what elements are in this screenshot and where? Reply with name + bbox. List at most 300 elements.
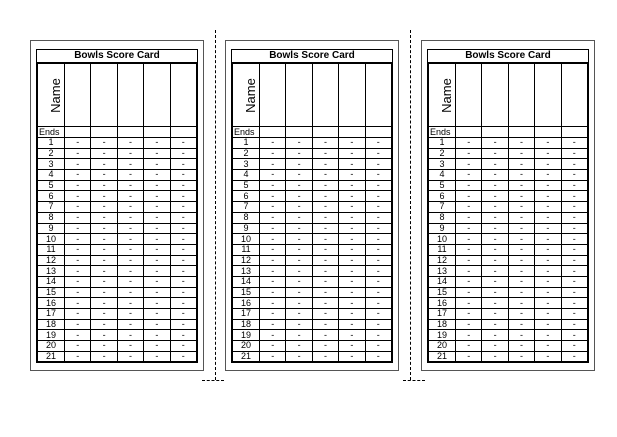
score-cell[interactable]: - <box>144 330 170 341</box>
score-cell[interactable]: - <box>286 138 312 149</box>
score-cell[interactable]: - <box>170 287 196 298</box>
score-cell[interactable]: - <box>91 341 117 352</box>
score-cell[interactable]: - <box>456 351 482 362</box>
score-cell[interactable]: - <box>65 266 91 277</box>
score-cell[interactable]: - <box>117 159 143 170</box>
score-cell[interactable]: - <box>91 351 117 362</box>
score-cell[interactable]: - <box>456 138 482 149</box>
score-cell[interactable]: - <box>365 255 391 266</box>
score-cell[interactable]: - <box>170 223 196 234</box>
score-cell[interactable]: - <box>535 319 561 330</box>
score-cell[interactable]: - <box>365 266 391 277</box>
score-cell[interactable]: - <box>170 138 196 149</box>
score-cell[interactable]: - <box>339 341 365 352</box>
score-cell[interactable]: - <box>170 244 196 255</box>
score-cell[interactable]: - <box>144 266 170 277</box>
score-cell[interactable]: - <box>117 244 143 255</box>
score-cell[interactable]: - <box>286 298 312 309</box>
score-cell[interactable]: - <box>312 276 338 287</box>
score-cell[interactable]: - <box>260 287 286 298</box>
score-cell[interactable]: - <box>312 180 338 191</box>
score-cell[interactable]: - <box>535 266 561 277</box>
score-cell[interactable]: - <box>117 148 143 159</box>
score-cell[interactable]: - <box>170 330 196 341</box>
score-cell[interactable]: - <box>286 244 312 255</box>
score-cell[interactable]: - <box>65 341 91 352</box>
score-cell[interactable]: - <box>482 234 508 245</box>
score-cell[interactable]: - <box>144 255 170 266</box>
score-cell[interactable]: - <box>286 191 312 202</box>
score-cell[interactable]: - <box>286 287 312 298</box>
player-name-field[interactable] <box>286 64 312 127</box>
score-cell[interactable]: - <box>535 255 561 266</box>
score-cell[interactable]: - <box>456 255 482 266</box>
score-cell[interactable]: - <box>117 287 143 298</box>
score-cell[interactable]: - <box>312 212 338 223</box>
score-cell[interactable]: - <box>339 266 365 277</box>
score-cell[interactable]: - <box>456 191 482 202</box>
score-cell[interactable]: - <box>144 287 170 298</box>
score-cell[interactable]: - <box>65 255 91 266</box>
score-cell[interactable]: - <box>561 341 587 352</box>
score-cell[interactable]: - <box>312 287 338 298</box>
score-cell[interactable]: - <box>456 212 482 223</box>
score-cell[interactable]: - <box>535 351 561 362</box>
score-cell[interactable]: - <box>312 148 338 159</box>
score-cell[interactable]: - <box>312 138 338 149</box>
score-cell[interactable]: - <box>456 148 482 159</box>
score-cell[interactable]: - <box>365 138 391 149</box>
score-cell[interactable]: - <box>91 276 117 287</box>
player-name-field[interactable] <box>482 64 508 127</box>
score-cell[interactable]: - <box>117 138 143 149</box>
score-cell[interactable]: - <box>365 170 391 181</box>
score-cell[interactable]: - <box>144 202 170 213</box>
score-cell[interactable]: - <box>365 298 391 309</box>
score-cell[interactable]: - <box>117 330 143 341</box>
score-cell[interactable]: - <box>561 255 587 266</box>
score-cell[interactable]: - <box>339 223 365 234</box>
score-cell[interactable]: - <box>561 223 587 234</box>
score-cell[interactable]: - <box>365 148 391 159</box>
score-cell[interactable]: - <box>260 276 286 287</box>
score-cell[interactable]: - <box>365 351 391 362</box>
score-cell[interactable]: - <box>91 159 117 170</box>
score-cell[interactable]: - <box>312 223 338 234</box>
score-cell[interactable]: - <box>508 138 534 149</box>
score-cell[interactable]: - <box>91 287 117 298</box>
score-cell[interactable]: - <box>482 202 508 213</box>
score-cell[interactable]: - <box>117 319 143 330</box>
score-cell[interactable]: - <box>144 180 170 191</box>
score-cell[interactable]: - <box>482 255 508 266</box>
score-cell[interactable]: - <box>339 202 365 213</box>
score-cell[interactable]: - <box>170 341 196 352</box>
score-cell[interactable]: - <box>286 202 312 213</box>
score-cell[interactable]: - <box>535 191 561 202</box>
score-cell[interactable]: - <box>456 234 482 245</box>
score-cell[interactable]: - <box>144 223 170 234</box>
score-cell[interactable]: - <box>339 159 365 170</box>
score-cell[interactable]: - <box>508 298 534 309</box>
score-cell[interactable]: - <box>561 309 587 320</box>
score-cell[interactable]: - <box>312 234 338 245</box>
score-cell[interactable]: - <box>91 148 117 159</box>
score-cell[interactable]: - <box>286 341 312 352</box>
score-cell[interactable]: - <box>339 276 365 287</box>
score-cell[interactable]: - <box>286 330 312 341</box>
score-cell[interactable]: - <box>170 351 196 362</box>
score-cell[interactable]: - <box>456 330 482 341</box>
score-cell[interactable]: - <box>312 309 338 320</box>
score-cell[interactable]: - <box>535 330 561 341</box>
score-cell[interactable]: - <box>91 212 117 223</box>
score-cell[interactable]: - <box>286 234 312 245</box>
score-cell[interactable]: - <box>170 202 196 213</box>
score-cell[interactable]: - <box>117 266 143 277</box>
score-cell[interactable]: - <box>260 255 286 266</box>
score-cell[interactable]: - <box>482 148 508 159</box>
score-cell[interactable]: - <box>312 170 338 181</box>
player-name-field[interactable] <box>456 64 482 127</box>
score-cell[interactable]: - <box>508 180 534 191</box>
score-cell[interactable]: - <box>535 159 561 170</box>
score-cell[interactable]: - <box>456 223 482 234</box>
score-cell[interactable]: - <box>91 202 117 213</box>
score-cell[interactable]: - <box>312 341 338 352</box>
score-cell[interactable]: - <box>170 191 196 202</box>
score-cell[interactable]: - <box>561 351 587 362</box>
score-cell[interactable]: - <box>339 287 365 298</box>
score-cell[interactable]: - <box>365 319 391 330</box>
score-cell[interactable]: - <box>170 319 196 330</box>
score-cell[interactable]: - <box>561 170 587 181</box>
score-cell[interactable]: - <box>312 244 338 255</box>
score-cell[interactable]: - <box>65 138 91 149</box>
score-cell[interactable]: - <box>312 298 338 309</box>
score-cell[interactable]: - <box>260 234 286 245</box>
score-cell[interactable]: - <box>91 191 117 202</box>
score-cell[interactable]: - <box>339 148 365 159</box>
score-cell[interactable]: - <box>144 351 170 362</box>
score-cell[interactable]: - <box>260 202 286 213</box>
score-cell[interactable]: - <box>286 212 312 223</box>
score-cell[interactable]: - <box>365 234 391 245</box>
score-cell[interactable]: - <box>91 255 117 266</box>
score-cell[interactable]: - <box>260 212 286 223</box>
score-cell[interactable]: - <box>117 351 143 362</box>
score-cell[interactable]: - <box>65 223 91 234</box>
score-cell[interactable]: - <box>260 170 286 181</box>
score-cell[interactable]: - <box>260 319 286 330</box>
player-name-field[interactable] <box>365 64 391 127</box>
score-cell[interactable]: - <box>508 266 534 277</box>
score-cell[interactable]: - <box>286 148 312 159</box>
score-cell[interactable]: - <box>65 319 91 330</box>
score-cell[interactable]: - <box>260 341 286 352</box>
score-cell[interactable]: - <box>117 341 143 352</box>
score-cell[interactable]: - <box>170 148 196 159</box>
score-cell[interactable]: - <box>482 159 508 170</box>
score-cell[interactable]: - <box>456 244 482 255</box>
score-cell[interactable]: - <box>561 287 587 298</box>
score-cell[interactable]: - <box>91 234 117 245</box>
score-cell[interactable]: - <box>456 180 482 191</box>
score-cell[interactable]: - <box>260 309 286 320</box>
score-cell[interactable]: - <box>535 148 561 159</box>
score-cell[interactable]: - <box>482 244 508 255</box>
score-cell[interactable]: - <box>65 330 91 341</box>
score-cell[interactable]: - <box>508 309 534 320</box>
score-cell[interactable]: - <box>508 223 534 234</box>
score-cell[interactable]: - <box>365 276 391 287</box>
score-cell[interactable]: - <box>482 287 508 298</box>
player-name-field[interactable] <box>91 64 117 127</box>
score-cell[interactable]: - <box>286 223 312 234</box>
score-cell[interactable]: - <box>65 191 91 202</box>
score-cell[interactable]: - <box>65 202 91 213</box>
score-cell[interactable]: - <box>117 212 143 223</box>
score-cell[interactable]: - <box>365 212 391 223</box>
score-cell[interactable]: - <box>91 138 117 149</box>
score-cell[interactable]: - <box>144 341 170 352</box>
score-cell[interactable]: - <box>91 330 117 341</box>
player-name-field[interactable] <box>312 64 338 127</box>
score-cell[interactable]: - <box>286 351 312 362</box>
player-name-field[interactable] <box>339 64 365 127</box>
score-cell[interactable]: - <box>456 276 482 287</box>
score-cell[interactable]: - <box>482 266 508 277</box>
score-cell[interactable]: - <box>561 159 587 170</box>
score-cell[interactable]: - <box>65 159 91 170</box>
score-cell[interactable]: - <box>508 202 534 213</box>
score-cell[interactable]: - <box>260 148 286 159</box>
score-cell[interactable]: - <box>339 255 365 266</box>
score-cell[interactable]: - <box>312 319 338 330</box>
score-cell[interactable]: - <box>144 159 170 170</box>
score-cell[interactable]: - <box>339 212 365 223</box>
player-name-field[interactable] <box>170 64 196 127</box>
score-cell[interactable]: - <box>339 298 365 309</box>
score-cell[interactable]: - <box>170 276 196 287</box>
score-cell[interactable]: - <box>456 159 482 170</box>
score-cell[interactable]: - <box>144 170 170 181</box>
score-cell[interactable]: - <box>535 170 561 181</box>
score-cell[interactable]: - <box>508 255 534 266</box>
score-cell[interactable]: - <box>365 180 391 191</box>
score-cell[interactable]: - <box>117 234 143 245</box>
score-cell[interactable]: - <box>144 276 170 287</box>
score-cell[interactable]: - <box>339 170 365 181</box>
score-cell[interactable]: - <box>365 309 391 320</box>
score-cell[interactable]: - <box>456 287 482 298</box>
score-cell[interactable]: - <box>286 266 312 277</box>
score-cell[interactable]: - <box>170 159 196 170</box>
score-cell[interactable]: - <box>339 180 365 191</box>
score-cell[interactable]: - <box>561 180 587 191</box>
score-cell[interactable]: - <box>456 202 482 213</box>
score-cell[interactable]: - <box>482 276 508 287</box>
score-cell[interactable]: - <box>65 234 91 245</box>
score-cell[interactable]: - <box>144 234 170 245</box>
score-cell[interactable]: - <box>482 223 508 234</box>
score-cell[interactable]: - <box>260 191 286 202</box>
score-cell[interactable]: - <box>312 159 338 170</box>
score-cell[interactable]: - <box>456 170 482 181</box>
score-cell[interactable]: - <box>339 330 365 341</box>
score-cell[interactable]: - <box>260 330 286 341</box>
score-cell[interactable]: - <box>144 212 170 223</box>
player-name-field[interactable] <box>65 64 91 127</box>
score-cell[interactable]: - <box>561 202 587 213</box>
score-cell[interactable]: - <box>561 319 587 330</box>
score-cell[interactable]: - <box>535 202 561 213</box>
score-cell[interactable]: - <box>144 244 170 255</box>
score-cell[interactable]: - <box>91 319 117 330</box>
score-cell[interactable]: - <box>508 212 534 223</box>
score-cell[interactable]: - <box>65 244 91 255</box>
score-cell[interactable]: - <box>260 223 286 234</box>
score-cell[interactable]: - <box>561 212 587 223</box>
score-cell[interactable]: - <box>286 170 312 181</box>
score-cell[interactable]: - <box>91 170 117 181</box>
score-cell[interactable]: - <box>561 330 587 341</box>
score-cell[interactable]: - <box>561 234 587 245</box>
score-cell[interactable]: - <box>312 266 338 277</box>
score-cell[interactable]: - <box>312 255 338 266</box>
score-cell[interactable]: - <box>260 180 286 191</box>
player-name-field[interactable] <box>117 64 143 127</box>
score-cell[interactable]: - <box>65 276 91 287</box>
score-cell[interactable]: - <box>65 309 91 320</box>
score-cell[interactable]: - <box>482 351 508 362</box>
score-cell[interactable]: - <box>117 298 143 309</box>
score-cell[interactable]: - <box>144 319 170 330</box>
score-cell[interactable]: - <box>91 298 117 309</box>
score-cell[interactable]: - <box>508 341 534 352</box>
score-cell[interactable]: - <box>339 351 365 362</box>
score-cell[interactable]: - <box>286 276 312 287</box>
score-cell[interactable]: - <box>339 234 365 245</box>
score-cell[interactable]: - <box>65 170 91 181</box>
score-cell[interactable]: - <box>535 244 561 255</box>
score-cell[interactable]: - <box>508 330 534 341</box>
score-cell[interactable]: - <box>286 309 312 320</box>
score-cell[interactable]: - <box>65 287 91 298</box>
score-cell[interactable]: - <box>535 212 561 223</box>
score-cell[interactable]: - <box>144 191 170 202</box>
score-cell[interactable]: - <box>365 341 391 352</box>
score-cell[interactable]: - <box>535 287 561 298</box>
score-cell[interactable]: - <box>365 191 391 202</box>
score-cell[interactable]: - <box>117 202 143 213</box>
score-cell[interactable]: - <box>561 276 587 287</box>
score-cell[interactable]: - <box>117 309 143 320</box>
score-cell[interactable]: - <box>482 191 508 202</box>
score-cell[interactable]: - <box>535 180 561 191</box>
score-cell[interactable]: - <box>508 170 534 181</box>
score-cell[interactable]: - <box>91 266 117 277</box>
player-name-field[interactable] <box>260 64 286 127</box>
score-cell[interactable]: - <box>508 234 534 245</box>
score-cell[interactable]: - <box>365 202 391 213</box>
score-cell[interactable]: - <box>312 191 338 202</box>
score-cell[interactable]: - <box>508 351 534 362</box>
score-cell[interactable]: - <box>170 266 196 277</box>
score-cell[interactable]: - <box>535 309 561 320</box>
score-cell[interactable]: - <box>561 244 587 255</box>
score-cell[interactable]: - <box>535 138 561 149</box>
score-cell[interactable]: - <box>339 138 365 149</box>
score-cell[interactable]: - <box>456 309 482 320</box>
score-cell[interactable]: - <box>117 191 143 202</box>
score-cell[interactable]: - <box>482 298 508 309</box>
score-cell[interactable]: - <box>260 244 286 255</box>
score-cell[interactable]: - <box>482 180 508 191</box>
score-cell[interactable]: - <box>170 255 196 266</box>
player-name-field[interactable] <box>508 64 534 127</box>
score-cell[interactable]: - <box>339 319 365 330</box>
score-cell[interactable]: - <box>508 287 534 298</box>
score-cell[interactable]: - <box>339 244 365 255</box>
score-cell[interactable]: - <box>260 138 286 149</box>
score-cell[interactable]: - <box>535 223 561 234</box>
score-cell[interactable]: - <box>286 319 312 330</box>
score-cell[interactable]: - <box>65 180 91 191</box>
score-cell[interactable]: - <box>456 341 482 352</box>
score-cell[interactable]: - <box>117 180 143 191</box>
score-cell[interactable]: - <box>117 170 143 181</box>
score-cell[interactable]: - <box>286 180 312 191</box>
score-cell[interactable]: - <box>508 148 534 159</box>
player-name-field[interactable] <box>535 64 561 127</box>
score-cell[interactable]: - <box>365 244 391 255</box>
score-cell[interactable]: - <box>170 309 196 320</box>
score-cell[interactable]: - <box>91 309 117 320</box>
score-cell[interactable]: - <box>508 319 534 330</box>
score-cell[interactable]: - <box>482 319 508 330</box>
score-cell[interactable]: - <box>65 298 91 309</box>
score-cell[interactable]: - <box>535 341 561 352</box>
score-cell[interactable]: - <box>312 202 338 213</box>
score-cell[interactable]: - <box>535 298 561 309</box>
score-cell[interactable]: - <box>91 180 117 191</box>
score-cell[interactable]: - <box>482 330 508 341</box>
score-cell[interactable]: - <box>482 341 508 352</box>
score-cell[interactable]: - <box>561 148 587 159</box>
score-cell[interactable]: - <box>260 351 286 362</box>
score-cell[interactable]: - <box>144 309 170 320</box>
score-cell[interactable]: - <box>91 223 117 234</box>
score-cell[interactable]: - <box>365 159 391 170</box>
score-cell[interactable]: - <box>482 309 508 320</box>
score-cell[interactable]: - <box>365 330 391 341</box>
score-cell[interactable]: - <box>260 159 286 170</box>
score-cell[interactable]: - <box>535 276 561 287</box>
score-cell[interactable]: - <box>65 351 91 362</box>
score-cell[interactable]: - <box>456 298 482 309</box>
score-cell[interactable]: - <box>482 138 508 149</box>
score-cell[interactable]: - <box>561 191 587 202</box>
score-cell[interactable]: - <box>508 244 534 255</box>
score-cell[interactable]: - <box>535 234 561 245</box>
score-cell[interactable]: - <box>260 298 286 309</box>
score-cell[interactable]: - <box>561 266 587 277</box>
score-cell[interactable]: - <box>65 212 91 223</box>
score-cell[interactable]: - <box>508 276 534 287</box>
score-cell[interactable]: - <box>170 170 196 181</box>
score-cell[interactable]: - <box>312 351 338 362</box>
